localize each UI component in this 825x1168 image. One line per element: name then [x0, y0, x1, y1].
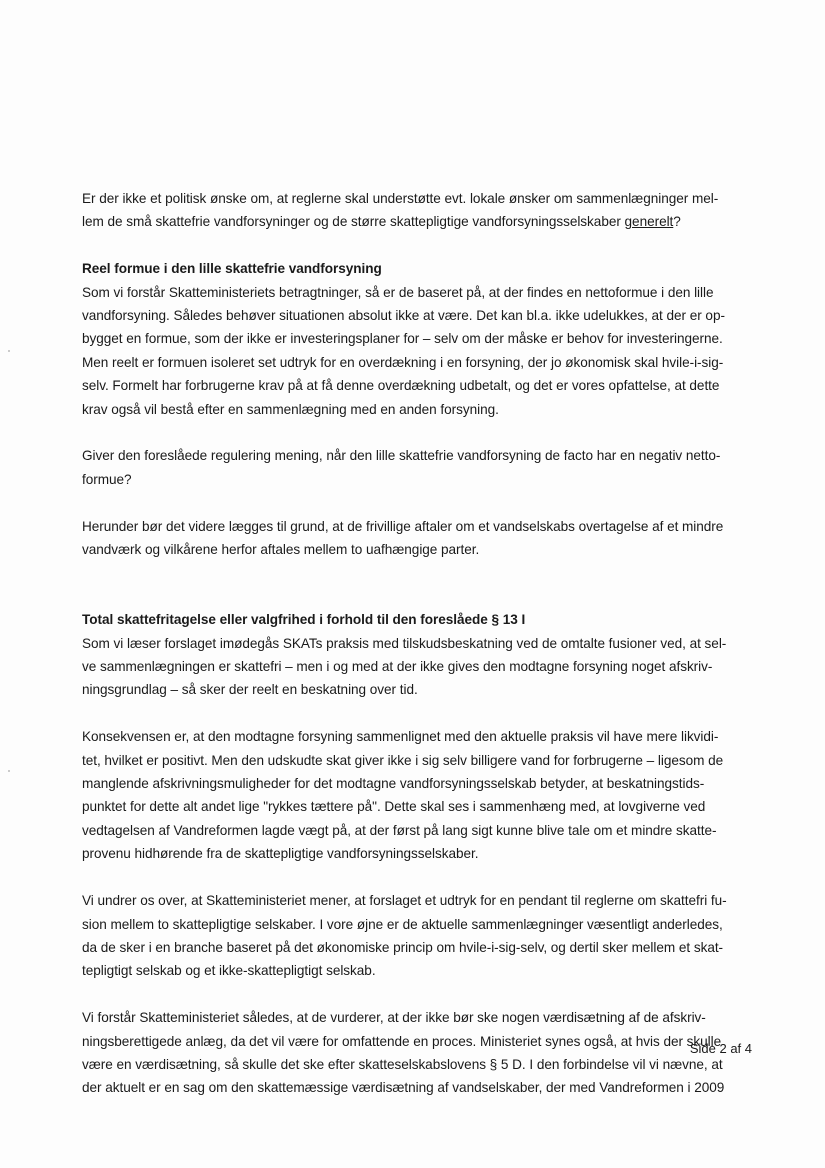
text-line: være en værdisætning, så skulle det ske efter skatteselskabslovens § 5 D. I den forbindelse vil vi nævne, at [82, 1056, 723, 1072]
text-line: ningsberettigede anlæg, da det vil være for omfattende en proces. Ministeriet synes også, at hvis der skulle [82, 1033, 722, 1049]
text-line: provenu hidhørende fra de skattepligtige vandforsyningsselskaber. [82, 846, 479, 862]
text-line: tet, hvilket er positivt. Men den udskudte skat giver ikke i sig selv billigere vand for forbrugerne – ligesom de [82, 752, 724, 768]
text-line: Herunder bør det videre lægges til grund, at de frivillige aftaler om et vandselskabs overtagelse af et mindre [82, 518, 724, 534]
text-line: Er der ikke et politisk ønske om, at reglerne skal understøtte evt. lokale ønsker om sammenlægninger mel- [82, 191, 719, 206]
paragraph-question-regulation [82, 444, 750, 491]
text-line: vedtagelsen af Vandreformen lagde vægt på, at der først på lang sigt kunne blive tale om et mindre skatte- [82, 822, 717, 838]
paragraph-net-wealth [82, 281, 750, 421]
text-line: Som vi forstår Skatteministeriets betragtninger, så er de baseret på, at der findes en nettoformue i den lille [82, 284, 714, 300]
underlined-word: generelt [624, 214, 674, 230]
text-line: ve sammenlægningen er skattefri – men i og med at der ikke gives den modtagne forsyning noget afskriv- [82, 659, 713, 675]
text-line: punktet for dette alt andet lige "rykkes tættere på". Dette skal ses i sammenhæng med, at lovgiverne ved [82, 799, 706, 815]
text-line: krav også vil bestå efter en sammenlægning med en anden forsyning. [82, 401, 499, 417]
paragraph-political-wish [82, 187, 750, 234]
section-heading: Total skattefritagelse eller valgfrihed i forhold til den foreslåede § 13 I [82, 612, 526, 628]
text-line: Som vi læser forslaget imødegås SKATs praksis med tilskudsbeskatning ved de omtalte fusioner ved, at sel- [82, 635, 727, 651]
text-line: vandforsyning. Således behøver situationen absolut ikke at være. Det kan bl.a. ikke udelukkes, at der er op- [82, 308, 725, 324]
text-line: da de sker i en branche baseret på det økonomiske princip om hvile-i-sig-selv, og dertil sker mellem et skat- [82, 939, 724, 955]
text-line: formue? [82, 471, 132, 487]
text-line: ningsgrundlag – så sker der reelt en beskatning over tid. [82, 682, 418, 698]
text-line: Konsekvensen er, at den modtagne forsyning sammenlignet med den aktuelle praksis vil have mere likvidi- [82, 729, 719, 745]
paragraph-valuation [82, 1006, 750, 1100]
text-fragment: lem de små skattefrie vandforsyninger og de større skattepligtige vandforsyningsselskaber [82, 214, 625, 230]
text-line: Giver den foreslåede regulering mening, når den lille skattefrie vandforsyning de facto har en negativ netto- [82, 448, 721, 464]
text-line: bygget en formue, som der ikke er investeringsplaner for – selv om der måske er behov for investeringerne. [82, 331, 723, 347]
document-body [82, 187, 750, 1100]
text-line [82, 210, 750, 233]
scan-speck [8, 770, 10, 772]
paragraph-voluntary-agreements [82, 515, 750, 562]
text-line: vandværk og vilkårene herfor aftales mellem to uafhængige parter. [82, 542, 480, 558]
text-line: Men reelt er formuen isoleret set udtryk for en overdækning i en forsyning, der jo økonomisk skal hvile-i-sig- [82, 354, 724, 370]
text-line: der aktuelt er en sag om den skattemæssige værdisætning af vandselskaber, der med Vandreformen i 2009 [82, 1080, 725, 1096]
paragraph-skat-practice [82, 632, 750, 702]
text-line: selv. Formelt har forbrugerne krav på at få denne overdækning udbetalt, og det er vores opfattelse, at dette [82, 378, 720, 394]
paragraph-consequence [82, 725, 750, 865]
text-line: Vi undrer os over, at Skatteministeriet mener, at forslaget et udtryk for en pendant til reglerne om skattefri fu- [82, 893, 727, 909]
scan-speck [8, 350, 10, 352]
text-line: Vi forstår Skatteministeriet således, at de vurderer, at der ikke bør ske nogen værdisætning af de afskriv- [82, 1010, 706, 1026]
paragraph-wonder [82, 889, 750, 983]
text-fragment: ? [673, 214, 681, 230]
text-line: manglende afskrivningsmuligheder for det modtagne vandforsyningsselskab betyder, at beskatningstids- [82, 776, 705, 792]
text-line: sion mellem to skattepligtige selskaber. I vore øjne er de aktuelle sammenlægninger væsentligt anderledes, [82, 916, 723, 932]
section-heading: Reel formue i den lille skattefrie vandforsyning [82, 261, 382, 277]
text-line: tepligtigt selskab og et ikke-skattepligtigt selskab. [82, 963, 376, 979]
page-number: Side 2 af 4 [689, 1041, 752, 1056]
